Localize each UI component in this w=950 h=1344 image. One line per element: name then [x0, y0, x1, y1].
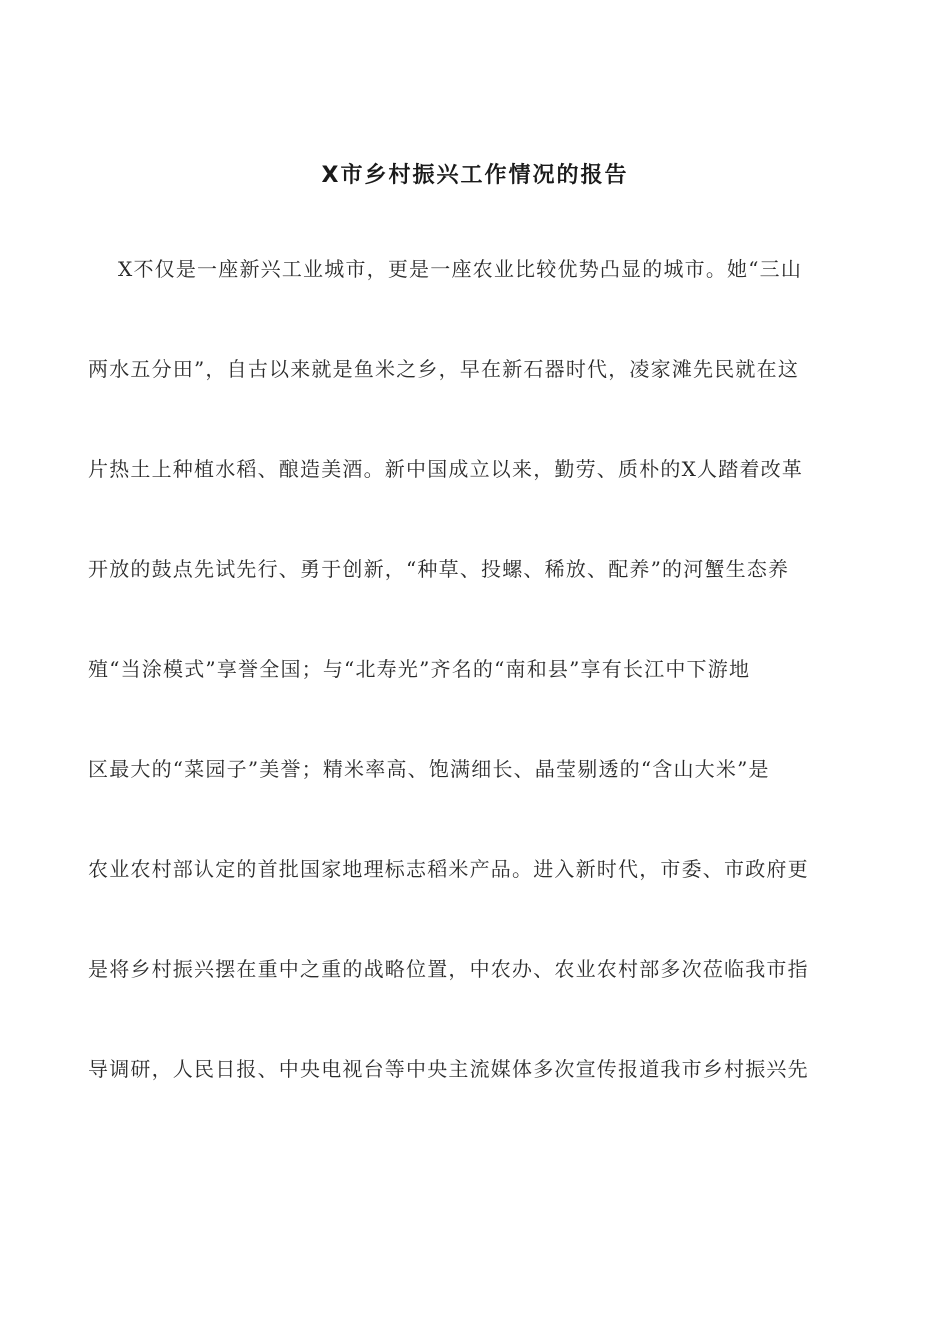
body-line: 两水五分田”，自古以来就是鱼米之乡，早在新石器时代，凌家滩先民就在这	[88, 357, 800, 381]
body-line: 区最大的“菜园子”美誉；精米率高、饱满细长、晶莹剔透的“含山大米”是	[88, 757, 770, 781]
body-line: 殖“当涂模式”享誉全国；与“北寿光”齐名的“南和县”享有长江中下游地	[88, 657, 751, 681]
body-line: 导调研，人民日报、中央电视台等中央主流媒体多次宣传报道我市乡村振兴先	[88, 1057, 809, 1081]
body-line: 片热土上种植水稻、酿造美酒。新中国成立以来，勤劳、质朴的X人踏着改革	[88, 457, 804, 481]
document-title: X市乡村振兴工作情况的报告	[321, 163, 629, 188]
body-line: 开放的鼓点先试先行、勇于创新，“种草、投螺、稀放、配养”的河蟹生态养	[88, 557, 790, 581]
document-body	[88, 252, 864, 1152]
body-line: 农业农村部认定的首批国家地理标志稻米产品。进入新时代，市委、市政府更	[88, 857, 809, 881]
body-line: 是将乡村振兴摆在重中之重的战略位置，中农办、农业农村部多次莅临我市指	[88, 957, 809, 981]
body-line: X不仅是一座新兴工业城市，更是一座农业比较优势凸显的城市。她“三山	[118, 257, 803, 281]
